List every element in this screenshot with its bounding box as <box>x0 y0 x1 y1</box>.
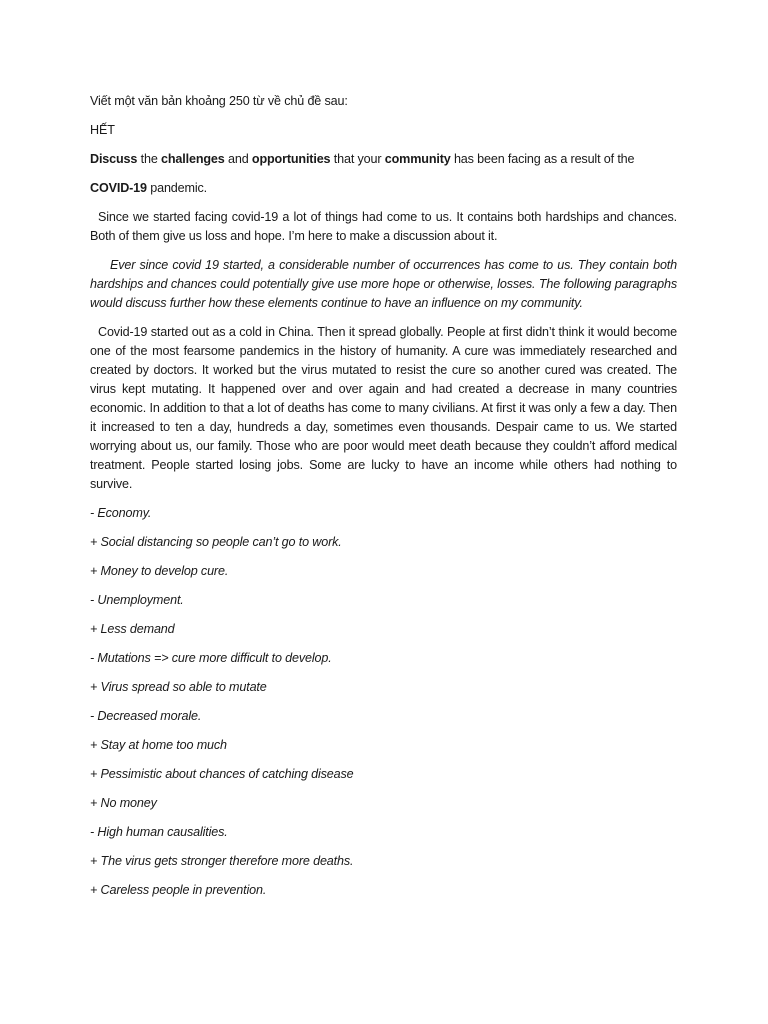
list-item: - Mutations => cure more difficult to develop. <box>90 651 332 665</box>
list-item: - High human causalities. <box>90 825 228 839</box>
task-word-discuss: Discuss <box>90 152 138 166</box>
task-text: has been facing as a result of the <box>450 152 635 166</box>
task-text: the <box>137 152 162 166</box>
document-page <box>90 92 677 910</box>
paragraph-intro: Since we started facing covid-19 a lot of things had come to us. It contains both hardships and chances. Both of them give us loss and hope. I’m here to make a discussion about it. <box>90 210 677 243</box>
list-item: + Stay at home too much <box>90 738 227 752</box>
list-item: + The virus gets stronger therefore more deaths. <box>90 854 354 868</box>
list-item: + Virus spread so able to mutate <box>90 680 267 694</box>
task-word-covid: COVID-19 <box>90 181 147 195</box>
paragraph-italic-intro: Ever since covid 19 started, a considerable number of occurrences has come to us. They contain both hardships and chances could potentially give use more hope or otherwise, losses. The following paragraphs would discuss further how these elements continue to have an influence on my community. <box>90 258 677 310</box>
task-text: and <box>224 152 252 166</box>
task-line-2 <box>90 179 677 198</box>
list-item: - Decreased morale. <box>90 709 202 723</box>
paragraph-body: Covid-19 started out as a cold in China. Then it spread globally. People at first didn’t think it would become one of the most fearsome pandemics in the history of humanity. A cure was immediately researched and created by doctors. It worked but the virus mutated to resist the cure so another cured was created. The virus kept mutating. It happened over and over again and had created a decrease in many countries economic. In addition to that a lot of deaths has come to many civilians. At first it was only a few a day. Then it increased to ten a day, hundreds a day, sometimes even thousands. Despair came to us. We started worrying about us, our family. Those who are poor would meet death because they couldn’t afford medical treatment. People started losing jobs. Some are lucky to have an income while others had nothing to survive. <box>90 325 677 491</box>
task-text: that your <box>330 152 385 166</box>
list-item: - Unemployment. <box>90 593 184 607</box>
list-item: + Money to develop cure. <box>90 564 229 578</box>
task-word-challenges: challenges <box>161 152 225 166</box>
task-line-1 <box>90 150 677 169</box>
list-item: + Social distancing so people can’t go to work. <box>90 535 342 549</box>
task-text: pandemic. <box>146 181 207 195</box>
task-word-community: community <box>384 152 451 166</box>
het-line: HẾT <box>90 123 115 137</box>
prompt-line: Viết một văn bản khoảng 250 từ về chủ đề sau: <box>90 94 348 108</box>
list-item: + Pessimistic about chances of catching disease <box>90 767 354 781</box>
list-item: + Less demand <box>90 622 175 636</box>
outline-list <box>90 504 677 910</box>
list-item: + Careless people in prevention. <box>90 883 267 897</box>
task-word-opportunities: opportunities <box>251 152 331 166</box>
list-item: - Economy. <box>90 506 152 520</box>
list-item: + No money <box>90 796 157 810</box>
